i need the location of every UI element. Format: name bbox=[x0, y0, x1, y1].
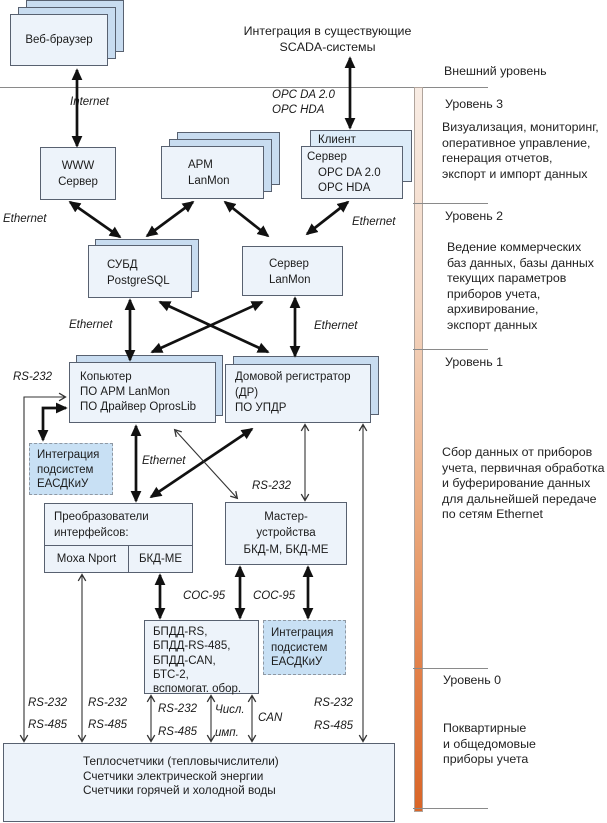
pulse-count-label: имп. bbox=[215, 727, 239, 739]
ethernet-label: Ethernet bbox=[314, 320, 358, 332]
meters-line: Счетчики горячей и холодной воды bbox=[83, 783, 276, 797]
rs232-label: RS-232 bbox=[13, 371, 52, 383]
server-lanmon-node bbox=[242, 246, 343, 296]
pulse-count-label: Числ. bbox=[215, 704, 245, 716]
connector-subd-registrator bbox=[160, 302, 268, 352]
connector-opc-serverlanmon bbox=[307, 202, 348, 234]
level0-description bbox=[443, 721, 536, 768]
level1-desc-line: и буферирование данных bbox=[442, 476, 591, 490]
interface-converters-node bbox=[44, 503, 193, 573]
interface-converters-header-line: интерфейсов: bbox=[54, 527, 129, 539]
level1-separator bbox=[413, 668, 488, 669]
connector-arm-serverlanmon bbox=[225, 202, 268, 236]
interface-converters-header-line: Преобразователи bbox=[54, 511, 149, 523]
level3-separator bbox=[413, 203, 488, 204]
web-browser-node bbox=[10, 14, 108, 66]
rs485-label: RS-485 bbox=[28, 719, 67, 731]
connector-serverlanmon-computer bbox=[152, 302, 262, 352]
scada-integration-note bbox=[230, 24, 425, 55]
bpdd-node bbox=[144, 620, 259, 694]
bpdd-line: БПДД-RS, bbox=[153, 626, 208, 638]
can-label: CAN bbox=[258, 712, 283, 724]
moxa-nport-cell bbox=[45, 546, 128, 573]
level3-desc-line: генерация отчетов, bbox=[442, 151, 553, 165]
www-server-line: Сервер bbox=[58, 175, 98, 188]
subd-line: PostgreSQL bbox=[107, 275, 170, 287]
master-devices-node bbox=[225, 502, 347, 565]
computer-line: ПО Драйвер OprosLib bbox=[80, 401, 197, 413]
subd-line: СУБД bbox=[107, 259, 138, 271]
web-browser-label: Веб-браузер bbox=[25, 33, 93, 46]
connector-arm-subd bbox=[147, 202, 193, 236]
level1-title: Уровень 1 bbox=[445, 355, 504, 369]
internet-label: Internet bbox=[70, 96, 109, 108]
computer-line: Копьютер bbox=[80, 371, 132, 383]
level2-separator bbox=[413, 349, 488, 350]
level2-desc-line: приборов учета, bbox=[447, 286, 541, 301]
integration-right-line: Интеграция bbox=[271, 627, 334, 639]
arm-lanmon-line: LanMon bbox=[188, 174, 230, 187]
bpdd-line: вспомогат. обор. bbox=[153, 683, 242, 696]
connector-www-subd bbox=[70, 202, 120, 237]
opc-client-label: Клиент bbox=[318, 134, 356, 146]
computer-node bbox=[69, 362, 216, 423]
rs232-label: RS-232 bbox=[28, 697, 67, 709]
cos95-label: COC-95 bbox=[183, 590, 226, 602]
rs232-label: RS-232 bbox=[314, 697, 353, 709]
level2-desc-line: экспорт данных bbox=[447, 317, 538, 332]
master-devices-line: устройства bbox=[256, 527, 316, 540]
integration-right-line: ЕАСДКиУ bbox=[271, 656, 323, 668]
registrator-line: (ДР) bbox=[235, 386, 259, 399]
opc-server-line: OPC HDA bbox=[318, 182, 371, 194]
registrator-line: ПО УПДР bbox=[235, 402, 287, 414]
level3-desc-line: экспорт и импорт данных bbox=[442, 166, 588, 181]
opc-da-label: OPC DA 2.0 bbox=[272, 89, 335, 101]
rs232-label: RS-232 bbox=[88, 697, 127, 709]
bkd-me-label: БКД-МЕ bbox=[138, 553, 183, 565]
opc-server-line: Сервер bbox=[307, 151, 347, 163]
meters-line: Счетчики электрической энергии bbox=[83, 768, 264, 783]
level0-title: Уровень 0 bbox=[443, 673, 502, 687]
interface-converters-cells bbox=[45, 545, 192, 573]
level1-desc-line: для дальнейшей передаче bbox=[442, 491, 597, 506]
opc-server-node bbox=[301, 146, 403, 199]
cos95-label: COC-95 bbox=[253, 590, 296, 602]
ethernet-label: Ethernet bbox=[69, 319, 113, 331]
ethernet-label: Ethernet bbox=[3, 213, 47, 225]
integration-easdkiu-right-node bbox=[263, 620, 346, 675]
level2-title: Уровень 2 bbox=[445, 209, 504, 223]
server-lanmon-line: LanMon bbox=[269, 274, 311, 286]
www-server-line: WWW bbox=[61, 159, 95, 172]
integration-easdkiu-left-node bbox=[29, 443, 113, 495]
level-gradient-bar bbox=[414, 87, 423, 812]
level0-desc-line: и общедомовые bbox=[443, 736, 536, 751]
level3-title: Уровень 3 bbox=[445, 97, 504, 111]
level0-desc-line: приборы учета bbox=[443, 752, 529, 766]
level1-desc-line: Сбор данных от приборов bbox=[442, 445, 593, 459]
level3-desc-line: оперативное управление, bbox=[442, 135, 591, 150]
level2-desc-line: текущих параметров bbox=[447, 271, 567, 285]
registrator-line: Домовой регистратор bbox=[235, 371, 351, 383]
computer-line: ПО АРМ LanMon bbox=[80, 386, 170, 398]
level2-desc-line: архивирование, bbox=[447, 302, 539, 316]
bpdd-line: БПДД-RS-485, bbox=[153, 640, 231, 653]
ethernet-label: Ethernet bbox=[142, 455, 186, 467]
level1-desc-line: учета, первичная обработка bbox=[442, 460, 605, 475]
www-server-node bbox=[40, 147, 116, 200]
registrator-node bbox=[225, 364, 371, 423]
integration-left-line: Интеграция bbox=[37, 449, 100, 461]
level2-description bbox=[447, 240, 594, 333]
level0-separator bbox=[413, 808, 488, 809]
moxa-nport-label: Moxa Nport bbox=[56, 553, 117, 565]
integration-left-line: ЕАСДКиУ bbox=[37, 478, 89, 490]
subd-postgresql-node bbox=[88, 245, 192, 298]
external-level-title: Внешний уровень bbox=[444, 64, 547, 78]
master-devices-line: Мастер- bbox=[264, 510, 308, 523]
arm-lanmon-node bbox=[161, 146, 264, 199]
integration-right-line: подсистем bbox=[271, 641, 328, 654]
level1-description bbox=[442, 445, 605, 523]
meters-node bbox=[3, 743, 395, 822]
master-devices-line: БКД-М, БКД-МЕ bbox=[243, 543, 329, 556]
rs485-label: RS-485 bbox=[158, 726, 197, 738]
opc-hda-label: OPC HDA bbox=[272, 104, 325, 116]
rs232-label: RS-232 bbox=[252, 480, 291, 492]
integration-left-line: подсистем bbox=[37, 463, 94, 476]
level3-description bbox=[442, 120, 599, 182]
level2-desc-line: баз данных, базы данных bbox=[447, 255, 594, 270]
level1-desc-line: по сетям Ethernet bbox=[442, 507, 543, 521]
scada-integration-note-line1: Интеграция в существующие bbox=[243, 24, 412, 38]
interface-converters-header bbox=[45, 504, 192, 545]
connector-computer-integration-left bbox=[43, 408, 66, 440]
level2-desc-line: Ведение коммерческих bbox=[447, 240, 582, 254]
bkd-me-cell bbox=[128, 546, 192, 573]
rs232-label: RS-232 bbox=[158, 703, 197, 715]
rs485-label: RS-485 bbox=[88, 719, 127, 731]
scada-integration-note-line2: SCADA-системы bbox=[279, 39, 376, 54]
rs485-label: RS-485 bbox=[314, 720, 353, 732]
level3-desc-line: Визуализация, мониторинг, bbox=[442, 120, 599, 134]
level0-desc-line: Поквартирные bbox=[443, 721, 527, 735]
bpdd-line: БПДД-CAN, bbox=[153, 654, 216, 667]
arm-lanmon-line: АРМ bbox=[188, 158, 213, 171]
opc-server-line: OPC DA 2.0 bbox=[318, 166, 381, 179]
meters-line: Теплосчетчики (тепловычислители) bbox=[83, 754, 279, 768]
server-lanmon-line: Сервер bbox=[269, 258, 309, 270]
ethernet-label: Ethernet bbox=[352, 216, 396, 228]
bpdd-line: БТС-2, bbox=[153, 668, 189, 681]
